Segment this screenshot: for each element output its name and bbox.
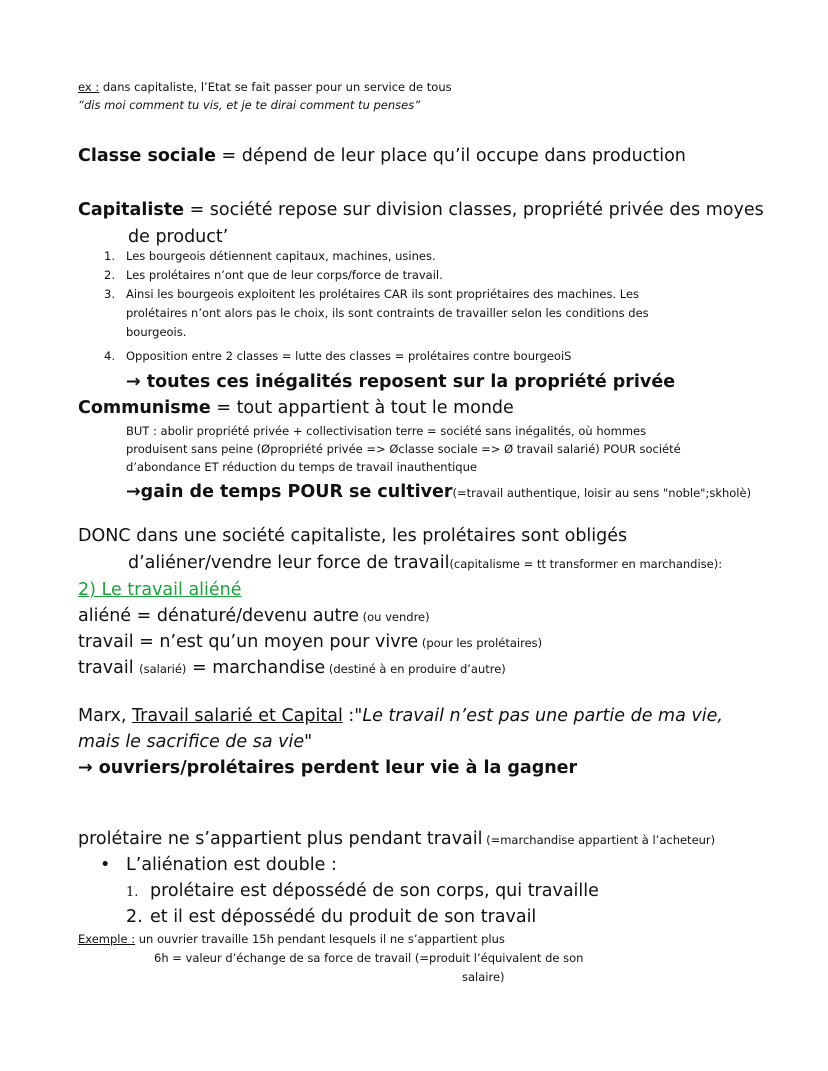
travail-def-1: travail = n’est qu’un moyen pour vivre (pour les prolétaires) — [78, 632, 543, 652]
proletaire-line: prolétaire ne s’appartient plus pendant travail (=marchandise appartient à l’acheteur) — [78, 829, 716, 849]
intro-quote: “dis moi comment tu vis, et je te dirai comment tu penses” — [78, 98, 421, 112]
marx-work: Travail salarié et Capital — [132, 706, 343, 726]
marx-line: Marx, Travail salarié et Capital :"Le travail n’est pas une partie de ma vie, — [78, 706, 723, 726]
but-line-1: BUT : abolir propriété privée + collectivisation terre = société sans inégalités, où hommes — [126, 424, 647, 438]
capitaliste-def-cont: de product’ — [128, 227, 229, 247]
marx-author: Marx, — [78, 706, 133, 726]
aliene-def: aliéné = dénaturé/devenu autre (ou vendre) — [78, 606, 430, 626]
gain-note: (=travail authentique, loisir au sens "noble";skholè) — [452, 486, 752, 500]
communisme-term: Communisme — [78, 398, 211, 418]
list-item: 3. Ainsi les bourgeois exploitent les prolétaires CAR ils sont propriétaires des machines. Les — [104, 287, 640, 301]
marx-conclusion: → ouvriers/prolétaires perdent leur vie à la gagner — [78, 758, 578, 778]
but-line-3: d’abondance ET réduction du temps de travail inauthentique — [126, 460, 477, 474]
exemple-line: Exemple : un ouvrier travaille 15h pendant lesquels il ne s’appartient plus — [78, 932, 505, 946]
donc-line-2 — [128, 553, 722, 573]
but-line-2: produisent sans peine (Øpropriété privée => Øclasse sociale => Ø travail salarié) POUR société — [126, 442, 681, 456]
ex-label: ex : — [78, 80, 100, 94]
capitaliste-conclusion: → toutes ces inégalités reposent sur la propriété privée — [126, 372, 676, 392]
exemple-label: Exemple : — [78, 932, 136, 946]
travail-def-2: travail (salarié) = marchandise (destiné à en produire d’autre) — [78, 658, 506, 678]
donc-line-2-text: d’aliéner/vendre leur force de travail — [128, 553, 450, 573]
gain-text: →gain de temps POUR se cultiver — [126, 482, 453, 502]
sub-item-1: 1. prolétaire est dépossédé de son corps, qui travaille — [126, 881, 599, 901]
marx-quote-cont: mais le sacrifice de sa vie" — [78, 732, 313, 752]
communisme-line — [78, 398, 514, 418]
classe-sociale-line — [78, 146, 686, 166]
capitaliste-def: = société repose sur division classes, propriété privée des moyes — [184, 200, 764, 220]
list-item-cont: prolétaires n’ont alors pas le choix, ils sont contraints de travailler selon les conditions des — [126, 306, 649, 320]
classe-sociale-term: Classe sociale — [78, 146, 216, 166]
donc-line-1: DONC dans une société capitaliste, les prolétaires sont obligés — [78, 526, 628, 546]
capitaliste-line — [78, 200, 764, 220]
communisme-def: = tout appartient à tout le monde — [210, 398, 514, 418]
donc-line-2-note: (capitalisme = tt transformer en marchandise): — [449, 557, 723, 571]
section-heading: 2) Le travail aliéné — [78, 580, 242, 600]
bullet-icon: • — [100, 855, 111, 875]
exemple-line-2: 6h = valeur d’échange de sa force de travail (=produit l’équivalent de son — [154, 951, 584, 965]
list-item: 2. Les prolétaires n’ont que de leur corps/force de travail. — [104, 268, 443, 282]
classe-sociale-def: = dépend de leur place qu’il occupe dans production — [215, 146, 686, 166]
list-item-cont: bourgeois. — [126, 325, 187, 339]
marx-quote: "Le travail n’est pas une partie de ma vie, — [354, 706, 723, 726]
sub-item-2: 2. et il est dépossédé du produit de son travail — [126, 907, 537, 927]
gain-line — [126, 482, 751, 502]
capitaliste-term: Capitaliste — [78, 200, 184, 220]
ex-text: dans capitaliste, l’Etat se fait passer pour un service de tous — [99, 80, 452, 94]
bullet-item: • L’aliénation est double : — [100, 855, 337, 875]
list-item: 4. Opposition entre 2 classes = lutte des classes = prolétaires contre bourgeoiS — [104, 349, 572, 363]
exemple-line-3: salaire) — [462, 970, 505, 984]
list-item: 1. Les bourgeois détiennent capitaux, machines, usines. — [104, 249, 436, 263]
example-line — [78, 81, 452, 94]
